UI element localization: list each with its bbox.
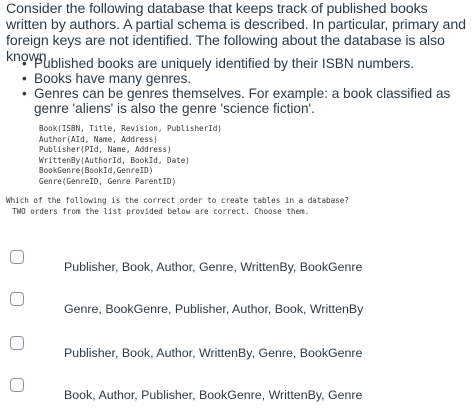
fact-item: • Genres can be genres themselves. For example: a book classified as genre 'aliens' is also the genre 'science fiction'.: [20, 86, 470, 116]
checkbox[interactable]: [10, 292, 24, 306]
fact-item: • Books have many genres.: [20, 71, 470, 86]
schema-line: Book(ISBN, Title, Revision, PublisherId): [39, 124, 222, 133]
fact-item: • Published books are uniquely identified by their ISBN numbers.: [20, 56, 470, 71]
schema-line: WrittenBy(AuthorId, BookId, Date): [39, 155, 190, 165]
facts-list: [20, 56, 470, 116]
question-prompt: [6, 196, 472, 217]
answer-label[interactable]: Book, Author, Publisher, BookGenre, WrittenBy, Genre: [64, 388, 363, 402]
question-instruction: TWO orders from the list provided below are correct. Choose them.: [12, 206, 310, 216]
answer-option-1[interactable]: [0, 248, 474, 288]
answer-option-2[interactable]: [0, 290, 474, 330]
answer-label[interactable]: Publisher, Book, Author, WrittenBy, Genre, BookGenre: [64, 346, 363, 360]
answer-label[interactable]: Publisher, Book, Author, Genre, WrittenBy, BookGenre: [64, 260, 363, 274]
question-line: Which of the following is the correct order to create tables in a database?: [6, 196, 349, 205]
schema-line: Publisher(PId, Name, Address): [39, 145, 172, 154]
checkbox[interactable]: [10, 336, 24, 350]
schema-line: Genre(GenreID, Genre ParentID): [39, 176, 177, 186]
answer-option-4[interactable]: [0, 376, 474, 416]
question-intro: Consider the following database that keeps track of published books written by authors. A partial schema is described. In particular, primary and foreign keys are not identified. The following about the database is also known: [6, 1, 466, 65]
checkbox[interactable]: [10, 378, 24, 392]
schema-code-block: [39, 124, 222, 187]
schema-line: BookGenre(BookId,GenreID): [39, 166, 154, 175]
schema-line: Author(AId, Name, Address): [39, 134, 158, 144]
answer-option-3[interactable]: [0, 334, 474, 374]
checkbox[interactable]: [10, 250, 24, 264]
answer-label[interactable]: Genre, BookGenre, Publisher, Author, Book, WrittenBy: [64, 302, 364, 316]
